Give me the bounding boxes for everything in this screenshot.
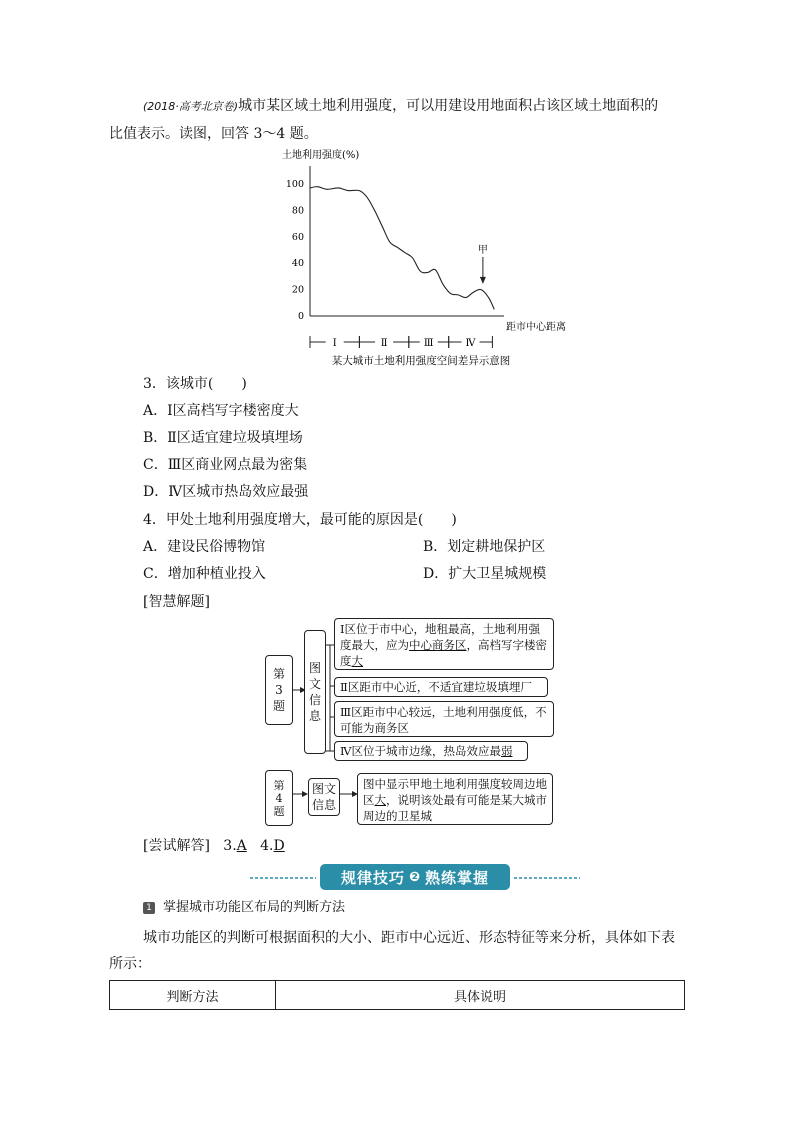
zone-label: Ⅳ (465, 338, 476, 349)
q4-stem: 4．甲处土地利用强度增大，最可能的原因是( ) (143, 512, 457, 528)
q3-label-box: 第3题 (265, 655, 293, 725)
q3-option-b: B．Ⅱ区适宜建垃圾填埋场 (143, 430, 303, 446)
source-tag: (2018·高考北京卷) (143, 100, 239, 113)
land-use-curve (310, 187, 494, 310)
section1-body-1: 城市功能区的判断可根据面积的大小、距市中心远近、形态特征等来分析，具体如下表 (143, 930, 675, 946)
table-header-method: 判断方法 (110, 981, 276, 1010)
annotation-label: 甲 (477, 244, 488, 256)
zone-label: Ⅱ (380, 338, 388, 349)
q3-item-4: Ⅳ区位于城市边缘，热岛效应最弱 (334, 741, 528, 761)
y-tick-label: 40 (291, 258, 304, 270)
y-axis-label: 土地利用强度(%) (282, 150, 360, 161)
section1-body-2: 所示： (109, 956, 151, 972)
skills-banner: 规律技巧 ❷ 熟练掌握 (320, 864, 510, 890)
y-tick-label: 0 (297, 311, 304, 322)
y-tick-label: 100 (285, 179, 304, 190)
chart-title: 某大城市土地利用强度空间差异示意图 (331, 355, 511, 367)
q4-option-a: A．建设民俗博物馆 (143, 539, 266, 555)
y-tick-label: 80 (291, 205, 304, 217)
q4-option-c: C．增加种植业投入 (143, 566, 266, 582)
x-axis-label: 距市中心距离 (506, 322, 566, 333)
annotation-arrow-head (480, 277, 486, 284)
q4-label-box: 第4题 (265, 770, 293, 826)
answer-line: [尝试解答] 3.A 4.D (143, 838, 285, 854)
q3-item-2: Ⅱ区距市中心近，不适宜建垃圾填埋厂 (334, 677, 548, 697)
q4-option-b: B．划定耕地保护区 (423, 539, 546, 555)
q3-option-d: D．Ⅳ区城市热岛效应最强 (143, 484, 309, 500)
q3-option-a: A．Ⅰ区高档写字楼密度大 (143, 403, 299, 419)
land-use-chart (276, 144, 566, 374)
section-number-icon: 1 (143, 902, 155, 914)
q3-item-1: Ⅰ区位于市中心，地租最高，土地利用强度最大，应为中心商务区，高档写字楼密度大 (334, 618, 554, 670)
q3-stem: 3．该城市( ) (143, 376, 247, 392)
y-tick-label: 60 (291, 231, 304, 243)
zone-label: Ⅰ (332, 338, 337, 349)
wisdom-heading: [智慧解题] (143, 594, 210, 610)
q4-item: 图中显示甲地土地利用强度较周边地区大，说明该处最有可能是某大城市周边的卫星城 (357, 773, 553, 825)
q3-info-box: 图文信息 (304, 630, 326, 754)
q3-option-c: C．Ⅲ区商业网点最为密集 (143, 457, 308, 473)
table-header-row (110, 981, 685, 1010)
intro-line-1: (2018·高考北京卷)城市某区域土地利用强度，可以用建设用地面积占该区域土地面积的 (143, 98, 659, 114)
q4-info-box: 图文信息 (308, 778, 340, 816)
y-tick-label: 20 (291, 284, 304, 296)
q3-item-3: Ⅲ区距市中心较远，土地利用强度低，不可能为商务区 (334, 701, 554, 737)
table-header-detail: 具体说明 (276, 981, 685, 1010)
intro-line-2: 比值表示。读图，回答 3～4 题。 (109, 126, 318, 142)
zone-label: Ⅲ (423, 338, 434, 349)
section1-title: 1 掌握城市功能区布局的判断方法 (143, 898, 345, 918)
method-table (109, 980, 685, 1010)
q4-option-d: D．扩大卫星城规模 (423, 566, 547, 582)
